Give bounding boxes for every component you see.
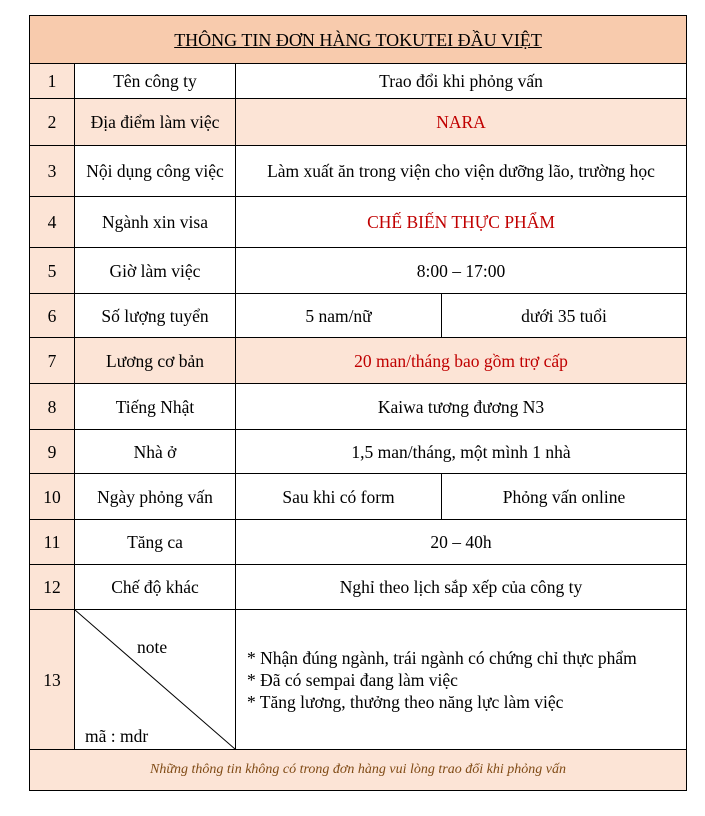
row-number: 10: [30, 474, 75, 520]
row-value: Sau khi có form: [236, 474, 442, 520]
row-value: CHẾ BIẾN THỰC PHẨM: [236, 197, 687, 248]
row-number: 7: [30, 338, 75, 384]
row-value: Kaiwa tương đương N3: [236, 384, 687, 430]
footer-note: Những thông tin không có trong đơn hàng vui lòng trao đổi khi phỏng vấn: [30, 750, 687, 791]
row-value: 20 man/tháng bao gồm trợ cấp: [236, 338, 687, 384]
row-label: Nhà ở: [75, 430, 236, 474]
row-value-secondary: Phỏng vấn online: [442, 474, 687, 520]
row-label: Tiếng Nhật: [75, 384, 236, 430]
row-label: Giờ làm việc: [75, 248, 236, 294]
row-value: Trao đổi khi phỏng vấn: [236, 64, 687, 99]
row-value: 20 – 40h: [236, 520, 687, 565]
code-label: mã : mdr: [85, 726, 149, 746]
row-number: 2: [30, 99, 75, 146]
row-value-secondary: dưới 35 tuổi: [442, 294, 687, 338]
notes-cell: [236, 610, 687, 750]
row-number: 8: [30, 384, 75, 430]
order-info-table: [29, 15, 687, 791]
row-value: Làm xuất ăn trong viện cho viện dưỡng lão, trường học: [236, 146, 687, 197]
row-label: Lương cơ bản: [75, 338, 236, 384]
row-value: 1,5 man/tháng, một mình 1 nhà: [236, 430, 687, 474]
row-label: Nội dụng công việc: [75, 146, 236, 197]
row-number: 6: [30, 294, 75, 338]
row-value: Nghỉ theo lịch sắp xếp của công ty: [236, 565, 687, 610]
row-number: 1: [30, 64, 75, 99]
row-number: 3: [30, 146, 75, 197]
row-number: 11: [30, 520, 75, 565]
row-value: 8:00 – 17:00: [236, 248, 687, 294]
row-label: Tên công ty: [75, 64, 236, 99]
row-label: Địa điểm làm việc: [75, 99, 236, 146]
row-number: 5: [30, 248, 75, 294]
row-number: 12: [30, 565, 75, 610]
table-title: THÔNG TIN ĐƠN HÀNG TOKUTEI ĐẦU VIỆT: [30, 16, 687, 64]
row-label: Chế độ khác: [75, 565, 236, 610]
note-item: * Tăng lương, thưởng theo năng lực làm việc: [247, 691, 564, 712]
row-number: 13: [30, 610, 75, 750]
row-value: NARA: [236, 99, 687, 146]
row-number: 4: [30, 197, 75, 248]
row-value: 5 nam/nữ: [236, 294, 442, 338]
note-item: * Nhận đúng ngành, trái ngành có chứng chỉ thực phẩm: [247, 647, 637, 668]
row-label: Tăng ca: [75, 520, 236, 565]
row-number: 9: [30, 430, 75, 474]
row-label: Ngành xin visa: [75, 197, 236, 248]
note-item: * Đã có sempai đang làm việc: [247, 669, 458, 690]
note-diagonal-cell: [75, 610, 236, 750]
note-label: note: [137, 637, 168, 657]
row-label: Số lượng tuyển: [75, 294, 236, 338]
row-label: Ngày phỏng vấn: [75, 474, 236, 520]
